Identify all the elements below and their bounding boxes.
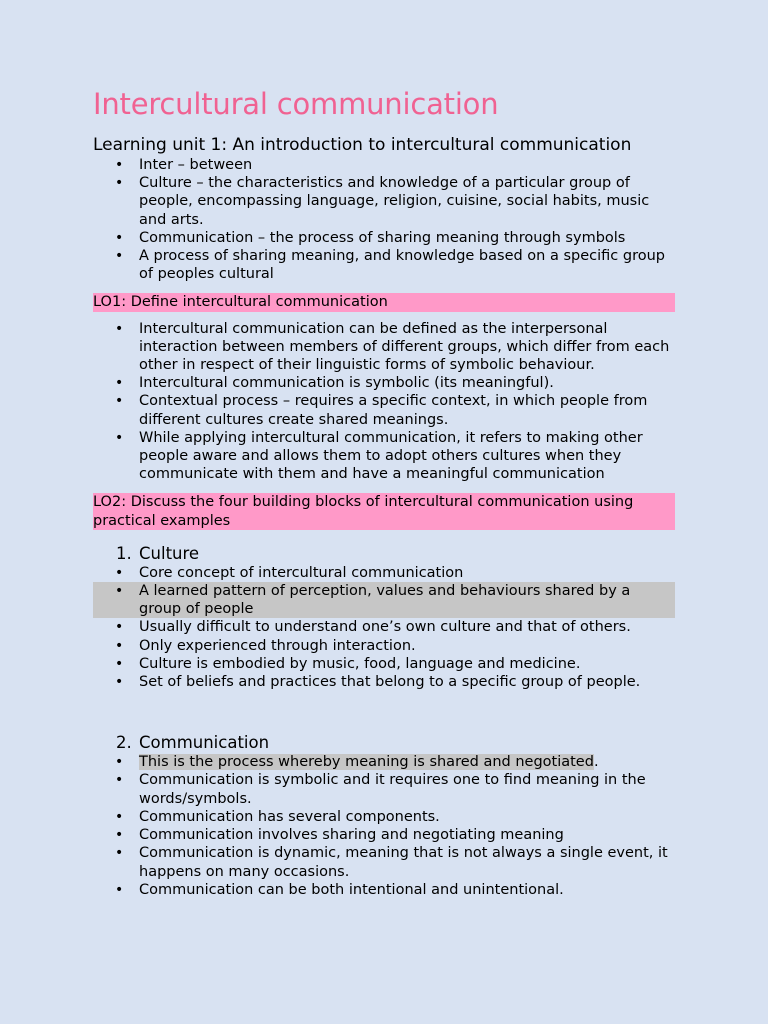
list-item: • Intercultural communication can be defined as the interpersonal interaction between members of different groups, which differ from each other in respect of their linguistic forms of symbolic behaviour. — [93, 320, 675, 375]
list-item: • Core concept of intercultural communication — [93, 564, 675, 582]
list-item: • Culture – the characteristics and knowledge of a particular group of people, encompassing language, religion, cuisine, social habits, music and arts. — [93, 174, 675, 229]
section-title: Culture — [139, 543, 200, 563]
list-item: • Only experienced through interaction. — [93, 637, 675, 655]
list-item: • Communication has several components. — [93, 808, 675, 826]
list-item: • Communication involves sharing and negotiating meaning — [93, 826, 675, 844]
list-item: • While applying intercultural communication, it refers to making other people aware and allows them to adopt others cultures when they communicate with them and have a meaningful communication — [93, 429, 675, 484]
section-number: 1. — [116, 543, 132, 563]
document-page — [93, 84, 675, 899]
lo1-heading: LO1: Define intercultural communication — [93, 293, 675, 311]
list-item: • Set of beliefs and practices that belong to a specific group of people. — [93, 673, 675, 691]
list-item: • Communication is dynamic, meaning that is not always a single event, it happens on many occasions. — [93, 844, 675, 880]
list-item: • Intercultural communication is symbolic (its meaningful). — [93, 374, 675, 392]
highlighted-list-item: • A learned pattern of perception, values and behaviours shared by a group of people — [93, 582, 675, 618]
highlighted-text: This is the process whereby meaning is shared and negotiated — [139, 754, 594, 771]
section-communication-heading — [93, 733, 675, 753]
list-item: • Usually difficult to understand one’s own culture and that of others. — [93, 618, 675, 636]
list-item: • Communication can be both intentional and unintentional. — [93, 881, 675, 899]
list-item: • Communication is symbolic and it requires one to find meaning in the words/symbols. — [93, 771, 675, 807]
communication-list — [93, 753, 675, 899]
lo2-heading: LO2: Discuss the four building blocks of intercultural communication using practical examples — [93, 493, 675, 529]
list-item: • A process of sharing meaning, and knowledge based on a specific group of peoples cultural — [93, 247, 675, 283]
list-item: • Communication – the process of sharing meaning through symbols — [93, 229, 675, 247]
list-item: • Inter – between — [93, 156, 675, 174]
section-number: 2. — [116, 733, 132, 753]
intro-list — [93, 156, 675, 283]
lo1-list — [93, 320, 675, 484]
unit-heading: Learning unit 1: An introduction to intercultural communication — [93, 135, 632, 155]
section-culture-heading — [93, 544, 675, 564]
list-item: • Culture is embodied by music, food, language and medicine. — [93, 655, 675, 673]
document-title: Intercultural communication — [93, 87, 499, 121]
list-item — [93, 753, 675, 771]
section-title: Communication — [139, 733, 270, 753]
list-item: • Contextual process – requires a specific context, in which people from different cultures create shared meanings. — [93, 392, 675, 428]
item-tail: . — [593, 754, 599, 771]
culture-list — [93, 564, 675, 691]
